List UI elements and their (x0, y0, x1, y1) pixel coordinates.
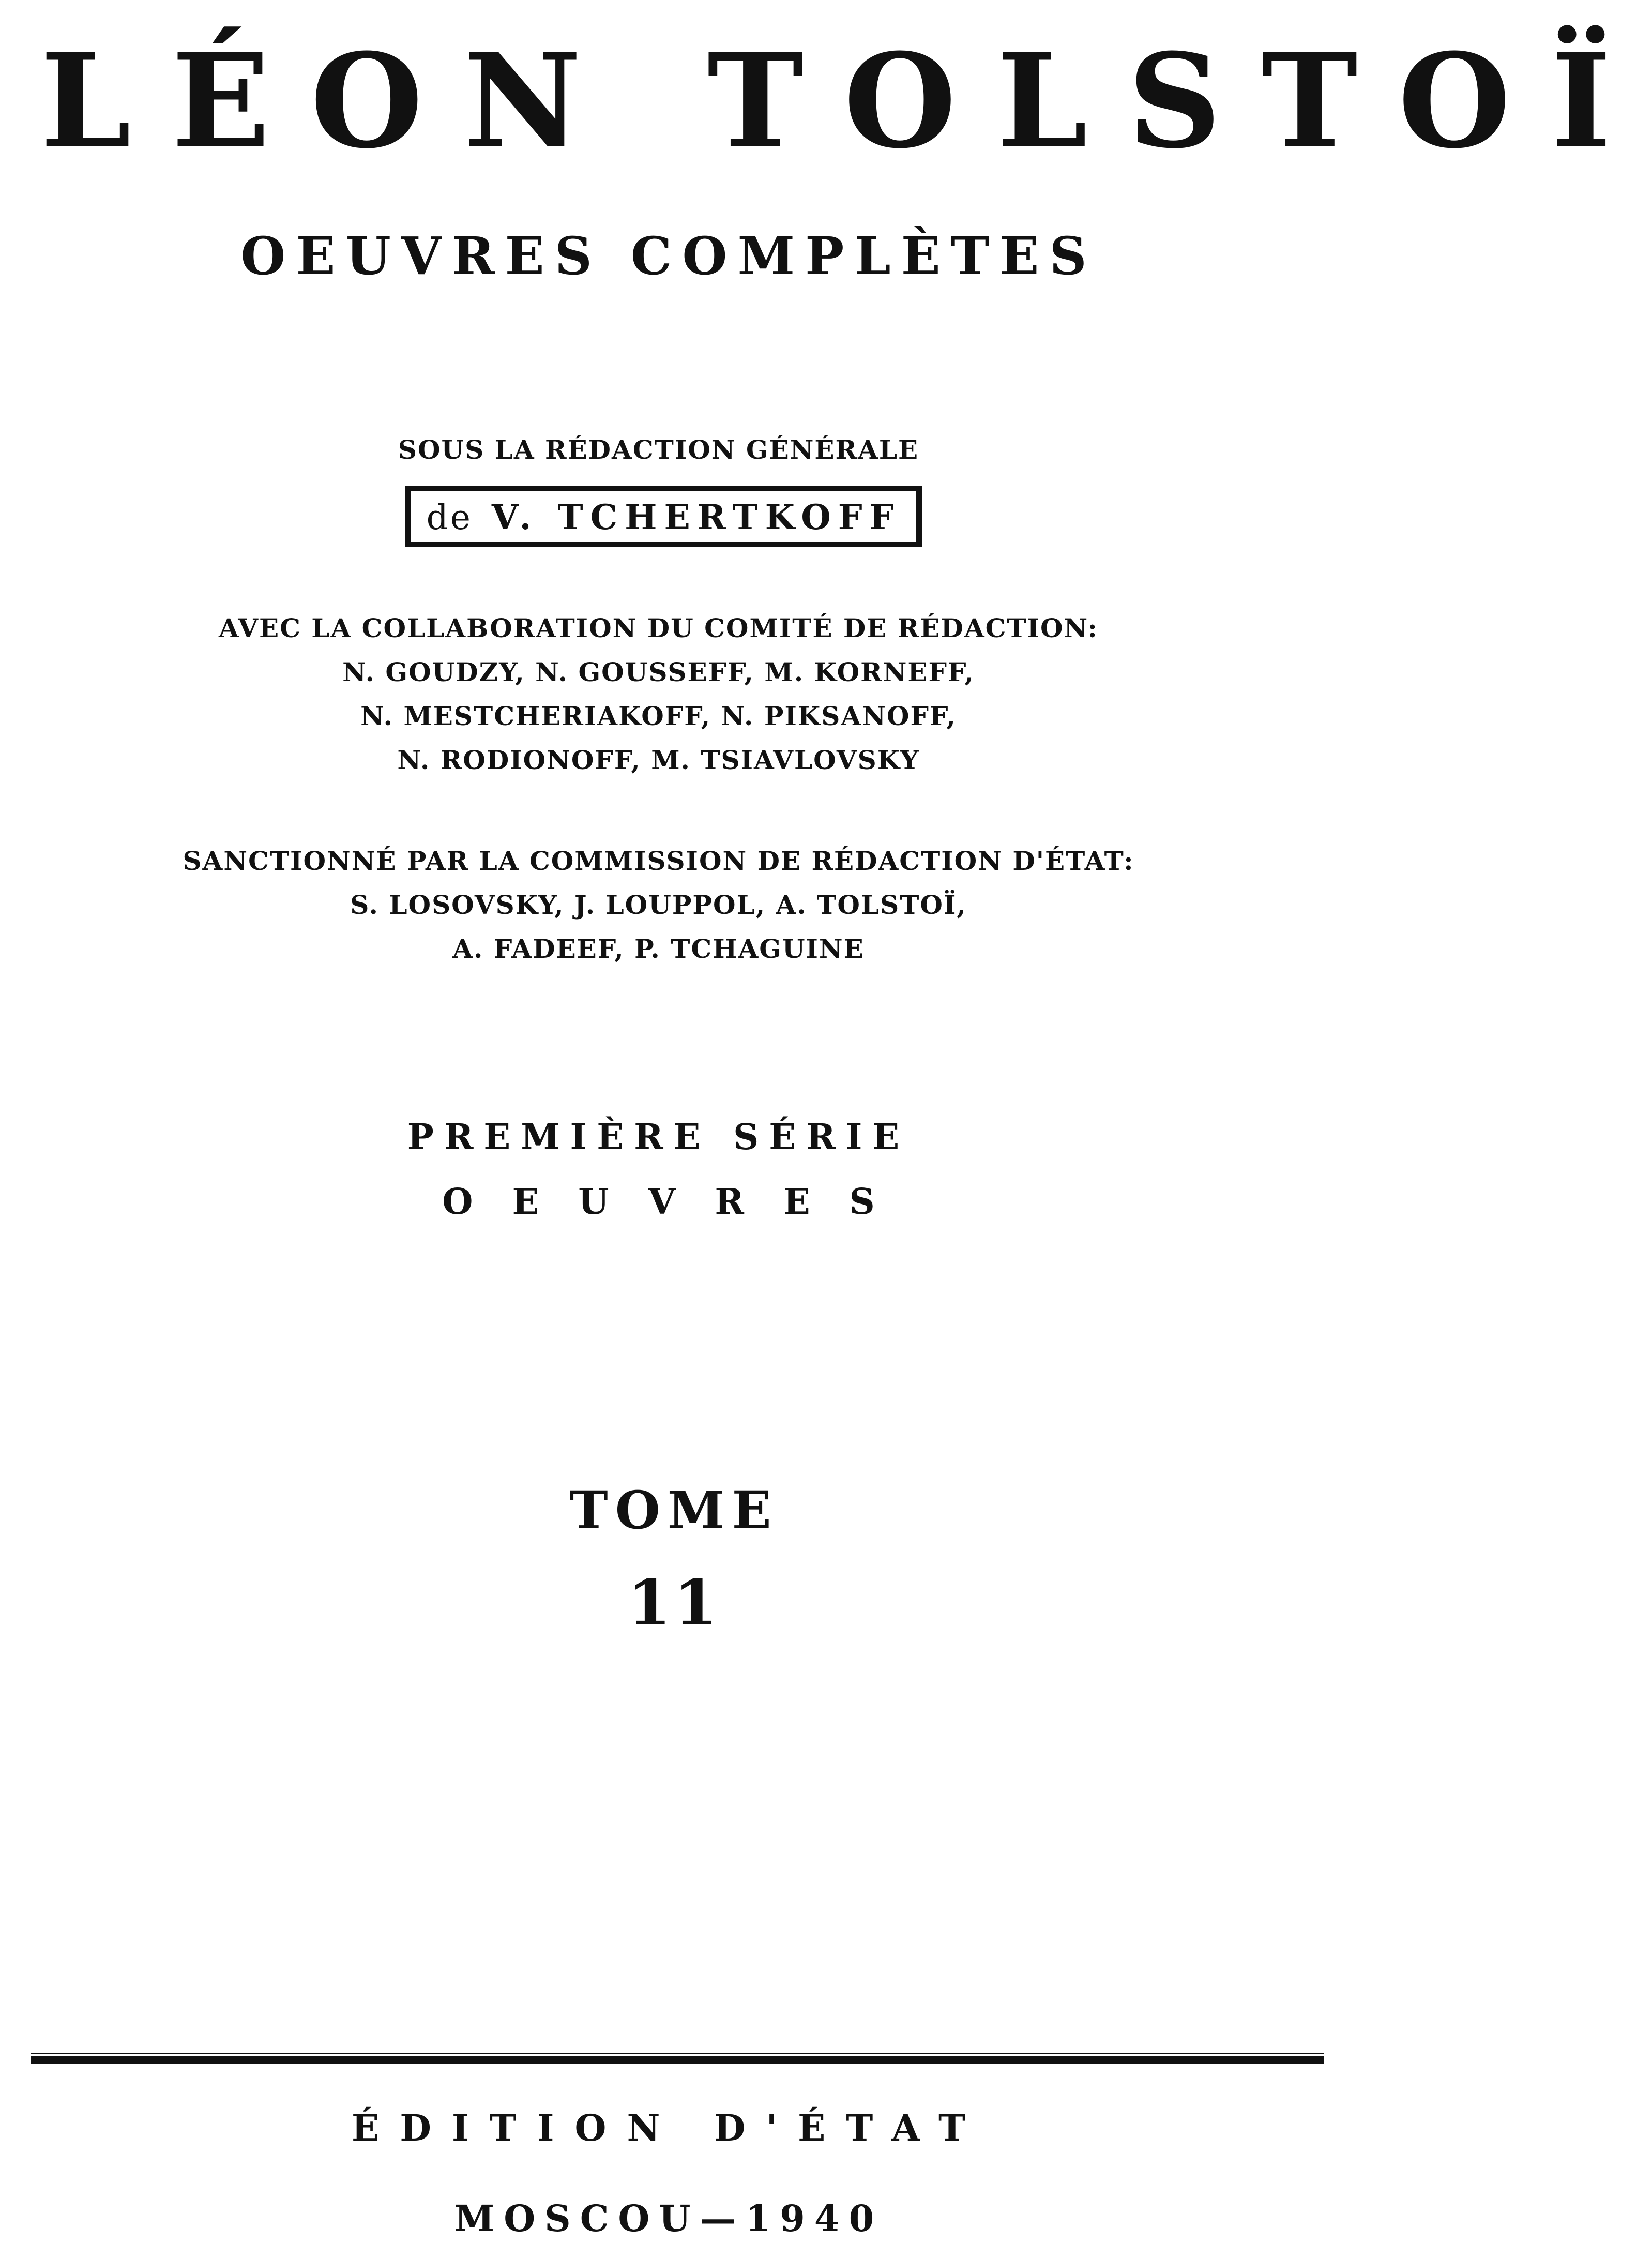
editor-box (405, 486, 923, 547)
editor-name: V. TCHERTKOFF (491, 497, 901, 537)
sanction-heading: SANCTIONNÉ PAR LA COMMISSION DE RÉDACTION D'ÉTAT: (183, 846, 1134, 876)
committee-members-line: N. GOUDZY, N. GOUSSEFF, M. KORNEFF, (342, 657, 975, 687)
publisher: ÉDITION D'ÉTAT (351, 2106, 987, 2149)
tome-number: 11 (628, 1567, 720, 1639)
editor-block (0, 486, 1358, 547)
series-label: PREMIÈRE SÉRIE (407, 1117, 910, 1158)
series-name: OEUVRES (442, 1181, 914, 1223)
sanction-members-line: A. FADEEF, P. TCHAGUINE (452, 934, 865, 964)
divider-rule (31, 2056, 1324, 2064)
editor-prefix: de (426, 498, 473, 537)
editorial-label: SOUS LA RÉDACTION GÉNÉRALE (398, 434, 919, 465)
committee-members-line: N. MESTCHERIAKOFF, N. PIKSANOFF, (360, 701, 957, 731)
tome-label: TOME (569, 1480, 779, 1541)
committee-heading: AVEC LA COLLABORATION DU COMITÉ DE RÉDACTION: (219, 613, 1098, 643)
divider-rule-thin (31, 2053, 1324, 2054)
committee-members-line: N. RODIONOFF, M. TSIAVLOVSKY (397, 745, 920, 775)
collection-title: OEUVRES COMPLÈTES (240, 225, 1097, 287)
city-year: MOSCOU—1940 (454, 2197, 884, 2240)
author-name: LÉON TOLSTOÏ (40, 25, 1652, 177)
sanction-members-line: S. LOSOVSKY, J. LOUPPOL, A. TOLSTOÏ, (350, 890, 967, 920)
